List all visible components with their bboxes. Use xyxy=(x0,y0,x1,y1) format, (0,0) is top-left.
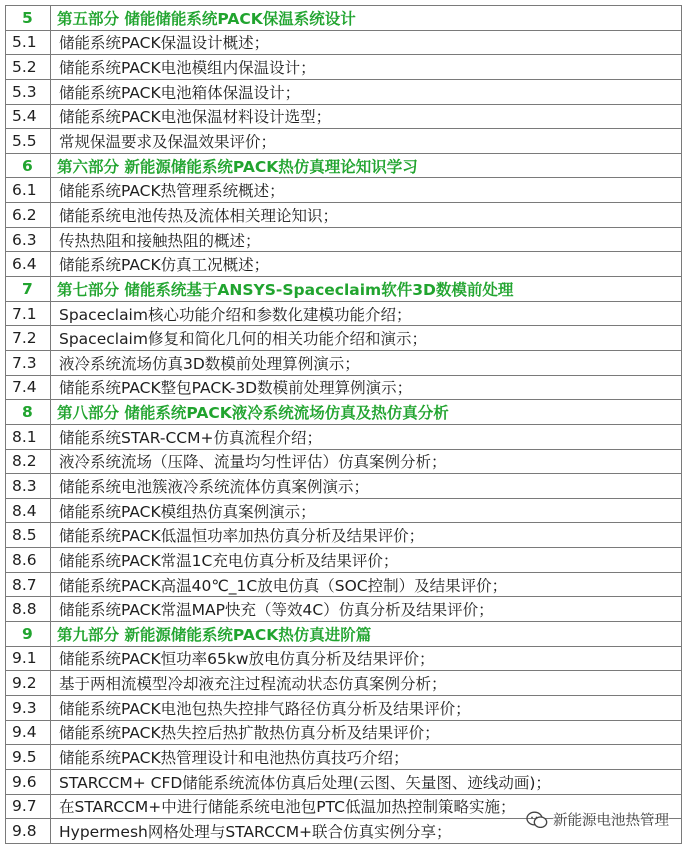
section-title: 第六部分 新能源储能系统PACK热仿真理论知识学习 xyxy=(51,153,682,178)
outline-item-row xyxy=(6,55,682,80)
outline-item-row xyxy=(6,424,682,449)
item-text: 储能系统PACK模组热仿真案例演示； xyxy=(51,498,682,523)
item-number: 9.5 xyxy=(6,745,51,770)
outline-item-row xyxy=(6,498,682,523)
section-number: 5 xyxy=(6,6,51,31)
item-text: 储能系统PACK保温设计概述； xyxy=(51,30,682,55)
item-text: 储能系统PACK电池模组内保温设计； xyxy=(51,55,682,80)
item-number: 8.7 xyxy=(6,572,51,597)
item-number: 9.3 xyxy=(6,695,51,720)
item-number: 7.3 xyxy=(6,350,51,375)
item-text: 传热热阻和接触热阻的概述； xyxy=(51,227,682,252)
item-number: 6.1 xyxy=(6,178,51,203)
item-number: 7.2 xyxy=(6,326,51,351)
item-text: 基于两相流模型冷却液充注过程流动状态仿真案例分析； xyxy=(51,671,682,696)
watermark xyxy=(526,809,669,830)
item-number: 9.4 xyxy=(6,720,51,745)
item-number: 8.6 xyxy=(6,548,51,573)
outline-item-row xyxy=(6,720,682,745)
outline-item-row xyxy=(6,671,682,696)
item-number: 5.2 xyxy=(6,55,51,80)
item-text: Spaceclaim核心功能介绍和参数化建模功能介绍； xyxy=(51,301,682,326)
item-text: 储能系统PACK恒功率65kw放电仿真分析及结果评价； xyxy=(51,646,682,671)
section-number: 9 xyxy=(6,622,51,647)
outline-item-row xyxy=(6,449,682,474)
outline-item-row xyxy=(6,695,682,720)
item-number: 5.4 xyxy=(6,104,51,129)
outline-item-row xyxy=(6,326,682,351)
item-text: 常规保温要求及保温效果评价； xyxy=(51,129,682,154)
item-text: Spaceclaim修复和简化几何的相关功能介绍和演示； xyxy=(51,326,682,351)
section-title: 第八部分 储能系统PACK液冷系统流场仿真及热仿真分析 xyxy=(51,400,682,425)
outline-item-row xyxy=(6,350,682,375)
item-text: 储能系统PACK常温1C充电仿真分析及结果评价； xyxy=(51,548,682,573)
item-text: 储能系统电池簇液冷系统流体仿真案例演示； xyxy=(51,474,682,499)
outline-item-row xyxy=(6,474,682,499)
item-number: 6.3 xyxy=(6,227,51,252)
item-number: 8.1 xyxy=(6,424,51,449)
item-text: 储能系统STAR-CCM+仿真流程介绍； xyxy=(51,424,682,449)
item-text: 储能系统PACK热失控后热扩散热仿真分析及结果评价； xyxy=(51,720,682,745)
item-number: 5.1 xyxy=(6,30,51,55)
item-text: 储能系统PACK仿真工况概述； xyxy=(51,252,682,277)
item-number: 7.4 xyxy=(6,375,51,400)
outline-body xyxy=(6,6,682,844)
section-row xyxy=(6,6,682,31)
watermark-text: 新能源电池热管理 xyxy=(553,809,669,830)
item-number: 6.4 xyxy=(6,252,51,277)
outline-item-row xyxy=(6,597,682,622)
outline-item-row xyxy=(6,79,682,104)
item-text: 储能系统PACK低温恒功率加热仿真分析及结果评价； xyxy=(51,523,682,548)
item-number: 7.1 xyxy=(6,301,51,326)
item-number: 9.8 xyxy=(6,819,51,844)
section-row xyxy=(6,153,682,178)
outline-item-row xyxy=(6,227,682,252)
item-text: 储能系统PACK整包PACK-3D数模前处理算例演示； xyxy=(51,375,682,400)
item-text: STARCCM+ CFD储能系统流体仿真后处理(云图、矢量图、迹线动画)； xyxy=(51,769,682,794)
item-number: 8.3 xyxy=(6,474,51,499)
outline-item-row xyxy=(6,523,682,548)
section-row xyxy=(6,622,682,647)
item-number: 9.6 xyxy=(6,769,51,794)
item-number: 5.3 xyxy=(6,79,51,104)
section-number: 7 xyxy=(6,277,51,302)
item-text: 储能系统PACK热管理系统概述； xyxy=(51,178,682,203)
item-number: 9.1 xyxy=(6,646,51,671)
wechat-icon xyxy=(526,811,548,829)
outline-item-row xyxy=(6,375,682,400)
item-number: 5.5 xyxy=(6,129,51,154)
section-row xyxy=(6,277,682,302)
outline-item-row xyxy=(6,646,682,671)
outline-item-row xyxy=(6,572,682,597)
section-title: 第五部分 储能储能系统PACK保温系统设计 xyxy=(51,6,682,31)
item-text: 储能系统PACK高温40℃_1C放电仿真（SOC控制）及结果评价； xyxy=(51,572,682,597)
outline-item-row xyxy=(6,745,682,770)
item-text: 储能系统PACK电池包热失控排气路径仿真分析及结果评价； xyxy=(51,695,682,720)
outline-item-row xyxy=(6,178,682,203)
outline-item-row xyxy=(6,30,682,55)
section-number: 8 xyxy=(6,400,51,425)
item-text: Hypermesh网格处理与STARCCM+联合仿真实例分享； xyxy=(51,819,682,844)
item-number: 8.5 xyxy=(6,523,51,548)
item-number: 9.2 xyxy=(6,671,51,696)
section-row xyxy=(6,400,682,425)
item-text: 液冷系统流场（压降、流量均匀性评估）仿真案例分析； xyxy=(51,449,682,474)
outline-item-row xyxy=(6,301,682,326)
course-outline-table xyxy=(5,5,682,844)
outline-item-row xyxy=(6,203,682,228)
item-number: 9.7 xyxy=(6,794,51,819)
section-title: 第七部分 储能系统基于ANSYS-Spaceclaim软件3D数模前处理 xyxy=(51,277,682,302)
item-text: 储能系统电池传热及流体相关理论知识； xyxy=(51,203,682,228)
item-text: 储能系统PACK电池箱体保温设计； xyxy=(51,79,682,104)
outline-item-row xyxy=(6,252,682,277)
item-number: 8.2 xyxy=(6,449,51,474)
outline-item-row xyxy=(6,129,682,154)
item-number: 8.4 xyxy=(6,498,51,523)
section-title: 第九部分 新能源储能系统PACK热仿真进阶篇 xyxy=(51,622,682,647)
outline-item-row xyxy=(6,769,682,794)
item-text: 液冷系统流场仿真3D数模前处理算例演示； xyxy=(51,350,682,375)
item-text: 储能系统PACK常温MAP快充（等效4C）仿真分析及结果评价； xyxy=(51,597,682,622)
item-number: 6.2 xyxy=(6,203,51,228)
item-number: 8.8 xyxy=(6,597,51,622)
outline-item-row xyxy=(6,104,682,129)
item-text: 储能系统PACK电池保温材料设计选型； xyxy=(51,104,682,129)
item-text: 储能系统PACK热管理设计和电池热仿真技巧介绍； xyxy=(51,745,682,770)
section-number: 6 xyxy=(6,153,51,178)
item-text: 在STARCCM+中进行储能系统电池包PTC低温加热控制策略实施； xyxy=(51,794,682,819)
outline-item-row xyxy=(6,548,682,573)
